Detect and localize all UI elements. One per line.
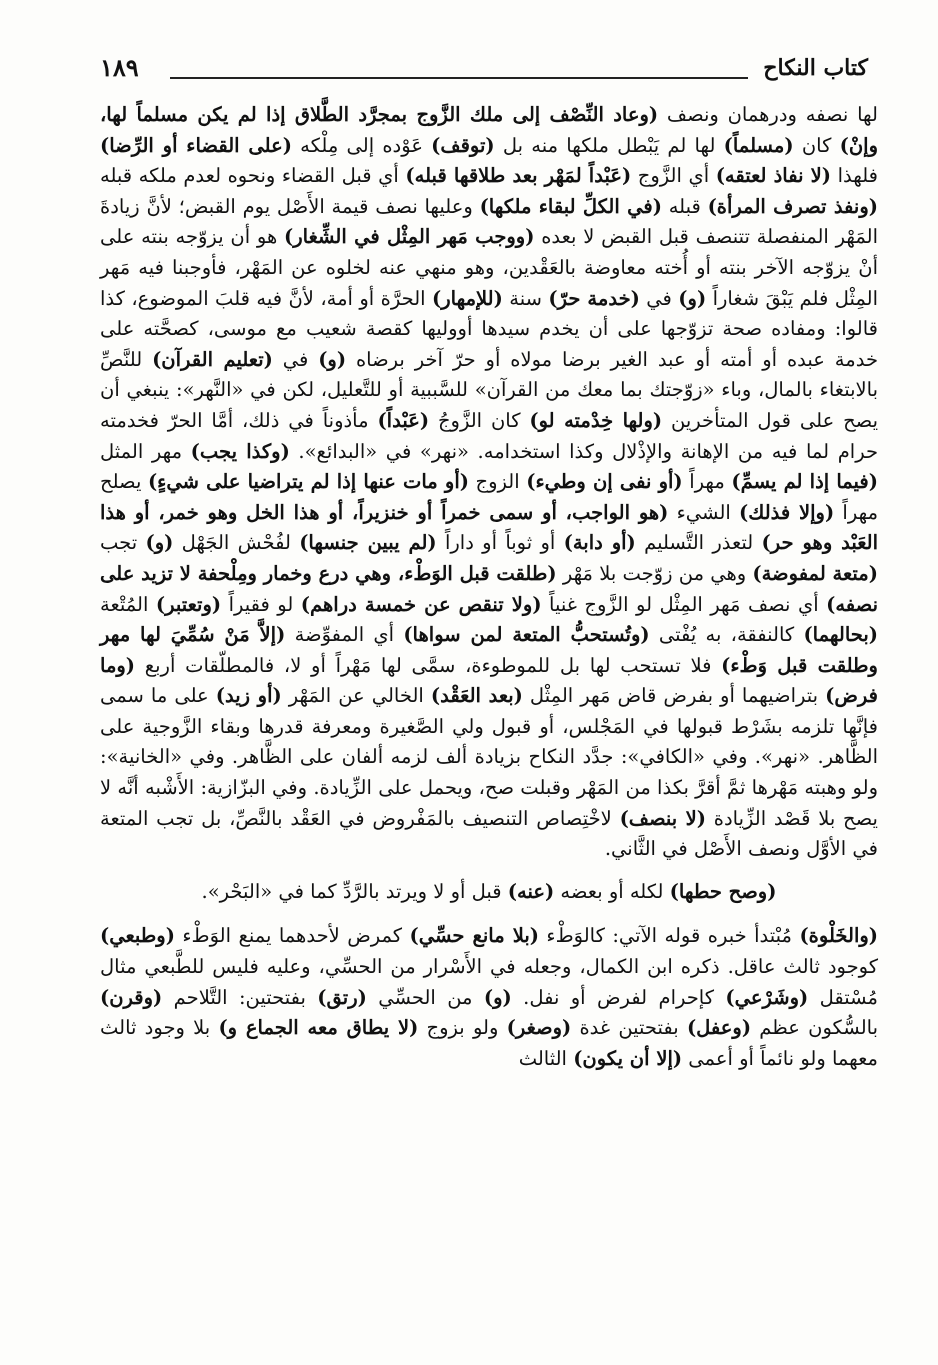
bold-matn-text: (ووجب مَهر المِثْل في الشِّغار) (283, 225, 535, 249)
commentary-text: المُتْعة (100, 592, 156, 616)
bold-matn-text: (وعفل) (686, 1016, 752, 1040)
commentary-text: عَوْده إلى مِلْكه (291, 133, 432, 157)
header-rule (170, 77, 748, 79)
bold-matn-text: (وما فرض) (100, 653, 878, 708)
bold-matn-text: (وقرن) (100, 985, 163, 1009)
commentary-text: في (272, 347, 319, 371)
bold-matn-text: (وإلا فذلك) (739, 500, 835, 524)
commentary-text: لتعذر التَّسليم (635, 531, 762, 555)
commentary-text: للنَّصِّ بالابتغاء بالمال، وباء «زوّجتك بما معك من القرآن» للسَّببية أو للتَّعليل، لكن في «النَّهر»: ينبغي أن يصح على قول المتأخرين (100, 347, 878, 432)
bold-matn-text: (فيما إذا لم يسمِّ) (731, 470, 878, 494)
bold-matn-text: (أو نفى إن وطيء) (526, 470, 683, 494)
bold-matn-text: (عَبْداً) (377, 408, 430, 432)
commentary-text: أي قبل القضاء ونحوه لعدم ملكه قبله (100, 164, 406, 188)
bold-matn-text: (وتُستحبُّ المتعة لمن سواها) (403, 623, 650, 647)
commentary-text: مأذوناً في ذلك، أمَّا الحرّ فخدمته حرام لما فيه من الإهانة والإذْلال وكذا استخدامه. «نهر» في «البدائع». (100, 408, 879, 463)
commentary-text: بفتحتين غدة (571, 1016, 687, 1040)
commentary-text: هو أن يزوّجه بنته على أنْ يزوّجه الآخر بنته أو أُخته معاوضة بالعَقْدين، وهو منهي عنه لخلوه عن المَهْر، فأوجبنا فيه مَهر المِثْل فلم يَبْقَ شغاراً (100, 225, 879, 310)
bold-matn-text: (أو دابة) (563, 531, 636, 555)
commentary-text: كان الزَّوجُ (429, 408, 530, 432)
commentary-text: كالنفقة، به يُفْتى (649, 623, 804, 647)
bold-matn-text: (خدمة حرّ) (548, 286, 640, 310)
bold-matn-text: (أو مات عنها إذا لم يتراضيا على شيءٍ) (147, 470, 469, 494)
bold-matn-text: (و) (678, 286, 707, 310)
bold-matn-text: (وكذا يجب) (190, 439, 290, 463)
bold-matn-text: (وشَرْعي) (725, 985, 809, 1009)
commentary-text: كان (793, 133, 840, 157)
commentary-text: مهر المثل (100, 439, 191, 463)
commentary-text: وهي من زوّجت بلا مَهْر (556, 561, 753, 585)
commentary-text: الزوج (468, 470, 527, 494)
commentary-text: كمرض لأحدهما يمنع الوَطْء (174, 924, 410, 948)
commentary-text: الخالي عن المَهْر (281, 684, 431, 708)
commentary-text: لاخْتِصاص التنصيف بالمَفْروض في العَقْد بالنَّصِّ، بل تجب المتعة في الأوَّل ونصف الأَصْل في الثَّاني. (100, 806, 878, 861)
bold-matn-text: (أو زيد) (215, 684, 282, 708)
bold-matn-text: (لا يطاق معه الجماع و) (218, 1016, 419, 1040)
bold-matn-text: (في الكلِّ لبقاء ملكها) (479, 194, 662, 218)
commentary-text: وعليها نصف قيمة الأَصْل يوم القبض؛ لأنَّ زيادةَ المَهْر المنفصلة تتنصف قبل القبض لا بعده (100, 194, 878, 249)
bold-matn-text: (ونفذ تصرف المرأة) (707, 194, 878, 218)
commentary-text: بتراضيهما أو بفرض قاض مَهر المِثْل (522, 684, 826, 708)
commentary-text: الشيء (668, 500, 740, 524)
centered-paragraph (100, 877, 878, 908)
bold-matn-text: (إلا أن يكون) (573, 1046, 683, 1070)
bold-matn-text: (مسلماً) (723, 133, 794, 157)
bold-matn-text: (بلا مانع حسِّي) (409, 924, 539, 948)
bold-matn-text: (توقف) (431, 133, 495, 157)
paragraph (100, 100, 878, 865)
bold-matn-text: (عنه) (507, 879, 555, 903)
commentary-text: بالسُّكون عظم (751, 1016, 879, 1040)
commentary-text: قبله (661, 194, 708, 218)
commentary-text: أي الزَّوج (631, 164, 716, 188)
commentary-text: ولو بزوج (418, 1016, 507, 1040)
page-number: ١٨٩ (100, 53, 139, 82)
commentary-text: من الحسِّي (366, 985, 484, 1009)
bold-matn-text: (هو الواجب، أو سمى خمراً أو خنزيراً، أو هذا الخل وهو خمر، أو هذا العَبْد وهو حر) (100, 500, 879, 555)
commentary-text: الحرَّة أو أمة، لأنَّ فيه قلبَ الموضوع، كذا قالوا: ومفاده صحة تزوّجها على أن يخدم سيدها أووليها كقصة شعيب مع موسى، كصحَّته على خدمة عبده أو أمته أو عبد الغير برضا مولاه أو حرّ آخر برضاه (100, 286, 878, 371)
commentary-text: على ما سمى فإنَّها تلزمه بشَرْط قبولها في المَجْلس، أو قبول ولي الصَّغيرة ومعرفة قدرها وبقاء الزَّوجية على الظَّاهر. «نهر». وفي «الكافي»: جدَّد النكاح بزيادة ألف لزمه ألفان على الظَّاهر. وفي «الخانية»: ولو وهبته مَهْرها ثمَّ أقرَّ بكذا من المَهْر وقبلت صح، ويحمل على الزِّيادة. وفي البزّازية: الأَشْبه أنَّه لا يصح بلا قَصْد الزِّيادة (100, 684, 878, 830)
bold-matn-text: (و) (145, 531, 174, 555)
bold-matn-text: (عَبْداً لمَهْر بعد طلاقها قبله) (405, 164, 632, 188)
commentary-text: بفتحتين: التَّلاحم (162, 985, 318, 1009)
commentary-text: أي المفوِّضة (285, 623, 404, 647)
commentary-text: أي نصف مَهر المِثْل لو الزَّوج غنياً (541, 592, 827, 616)
commentary-text: تجب (100, 531, 146, 555)
bold-matn-text: (وعاد النِّصْف إلى ملك الزَّوج بمجرَّد الطَّلاق إذا لم يكن مسلماً لها، وإنْ) (100, 103, 878, 157)
commentary-text: يصلح مهراً (100, 470, 879, 524)
commentary-text: أو ثوباً أو داراً (436, 531, 564, 555)
body-text (100, 100, 878, 1074)
commentary-text: كوجود ثالث عاقل. ذكره ابن الكمال، وجعله في الأَسْرار من الحسِّي، وعليه فليس للطَّبعي مثال مُسْتقل (100, 955, 879, 1009)
commentary-text: لفُحْش الجَهْل (173, 531, 300, 555)
commentary-text: الثالث (518, 1046, 574, 1070)
bold-matn-text: (للإمهار) (432, 286, 503, 310)
bold-matn-text: (وصح حطها) (669, 879, 777, 903)
bold-matn-text: (رتق) (317, 985, 367, 1009)
bold-matn-text: (لا بنصف) (619, 806, 706, 830)
commentary-text: سنة (502, 286, 549, 310)
bold-matn-text: (ولا تنقص عن خمسة دراهم) (300, 592, 542, 616)
commentary-text: لها لم يَبْطل ملكها منه بل (494, 133, 724, 157)
commentary-text: مُبْتدأ خبره قوله الآتي: كالوَطْء (539, 924, 800, 948)
commentary-text: لكله أو بعضه (554, 879, 670, 903)
bold-matn-text: (على القضاء أو الرِّضا) (100, 133, 292, 157)
bold-matn-text: (طلقت قبل الوَطْء، وهي درع وخمار ومِلْحفة لا تزيد على نصفه) (100, 561, 878, 616)
bold-matn-text: (تعليم القرآن) (152, 347, 273, 371)
commentary-text: قبل أو لا ويرتد بالرَّدِّ كما في «البَحْر». (201, 879, 508, 903)
commentary-text: في (639, 286, 679, 310)
commentary-text: لها نصفه ودرهمان ونصف (658, 103, 878, 126)
commentary-text: لو فقيراً (221, 592, 301, 616)
bold-matn-text: (و) (483, 985, 512, 1009)
bold-matn-text: (والخَلْوة) (799, 924, 878, 948)
chapter-title: كتاب النكاح (763, 55, 868, 81)
bold-matn-text: (بعد العَقْد) (430, 684, 523, 708)
bold-matn-text: (إلاَّ مَنْ سُمِّيَ لها مهر وطلقت قبل وَطْء) (100, 623, 878, 677)
bold-matn-text: (وطبعي) (100, 924, 175, 948)
bold-matn-text: (وتعتبر) (155, 592, 222, 616)
bold-matn-text: (و) (318, 347, 347, 371)
bold-matn-text: (وصغر) (506, 1016, 572, 1040)
bold-matn-text: (متعة لمفوضة) (752, 561, 878, 585)
paragraph (100, 921, 878, 1074)
bold-matn-text: (بحالهما) (803, 623, 879, 647)
bold-matn-text: (لا نفاذ لعتقه) (715, 164, 832, 188)
commentary-text: بلا وجود ثالث معهما ولو نائماً أو أعمى (100, 1016, 878, 1070)
commentary-text: فلا تستحب لها بل للموطوءة، سمَّى لها مَهْراً أو لا، فالمطلّقات أربع (135, 653, 722, 677)
bold-matn-text: (ولها خِدْمته لو) (529, 408, 663, 432)
commentary-text: مهراً (682, 470, 732, 494)
commentary-text: فلهذا (831, 164, 879, 188)
commentary-text: كإحرام لفرض أو نفل. (511, 985, 726, 1009)
bold-matn-text: (لم يبين جنسها) (299, 531, 437, 555)
page-header (100, 55, 868, 95)
